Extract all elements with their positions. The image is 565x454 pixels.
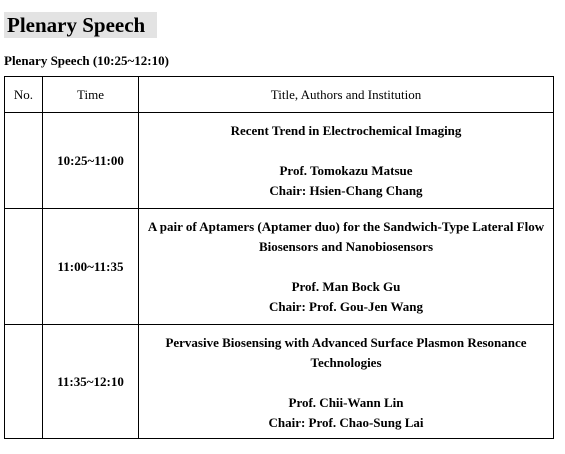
table-row (5, 209, 554, 325)
speaker-name: Prof. Chii-Wann Lin (288, 395, 404, 410)
table-row (5, 325, 554, 439)
talk-title: Recent Trend in Electrochemical Imaging (230, 123, 462, 138)
row-time: 10:25~11:00 (43, 113, 139, 209)
chair-name: Chair: Prof. Chao-Sung Lai (268, 415, 424, 430)
header-title-authors: Title, Authors and Institution (139, 77, 554, 113)
program-table (4, 76, 554, 439)
speaker-name: Prof. Tomokazu Matsue (279, 163, 413, 178)
chair-name: Chair: Hsien-Chang Chang (269, 183, 423, 198)
page-title: Plenary Speech (4, 12, 157, 38)
speaker-name: Prof. Man Bock Gu (291, 279, 401, 294)
chair-name: Chair: Prof. Gou-Jen Wang (268, 299, 424, 314)
row-no (5, 325, 43, 439)
row-info (139, 209, 554, 325)
table-row (5, 113, 554, 209)
row-info (139, 325, 554, 439)
row-no (5, 209, 43, 325)
talk-title: A pair of Aptamers (Aptamer duo) for the Sandwich-Type Lateral Flow Biosensors and Nanobiosensors (147, 219, 545, 254)
talk-title: Pervasive Biosensing with Advanced Surface Plasmon Resonance Technologies (165, 335, 527, 370)
section-title: Plenary Speech (10:25~12:10) (4, 53, 169, 68)
row-no (5, 113, 43, 209)
header-time: Time (43, 77, 139, 113)
row-info (139, 113, 554, 209)
row-time: 11:00~11:35 (43, 209, 139, 325)
row-time: 11:35~12:10 (43, 325, 139, 439)
table-header-row (5, 77, 554, 113)
header-no: No. (5, 77, 43, 113)
